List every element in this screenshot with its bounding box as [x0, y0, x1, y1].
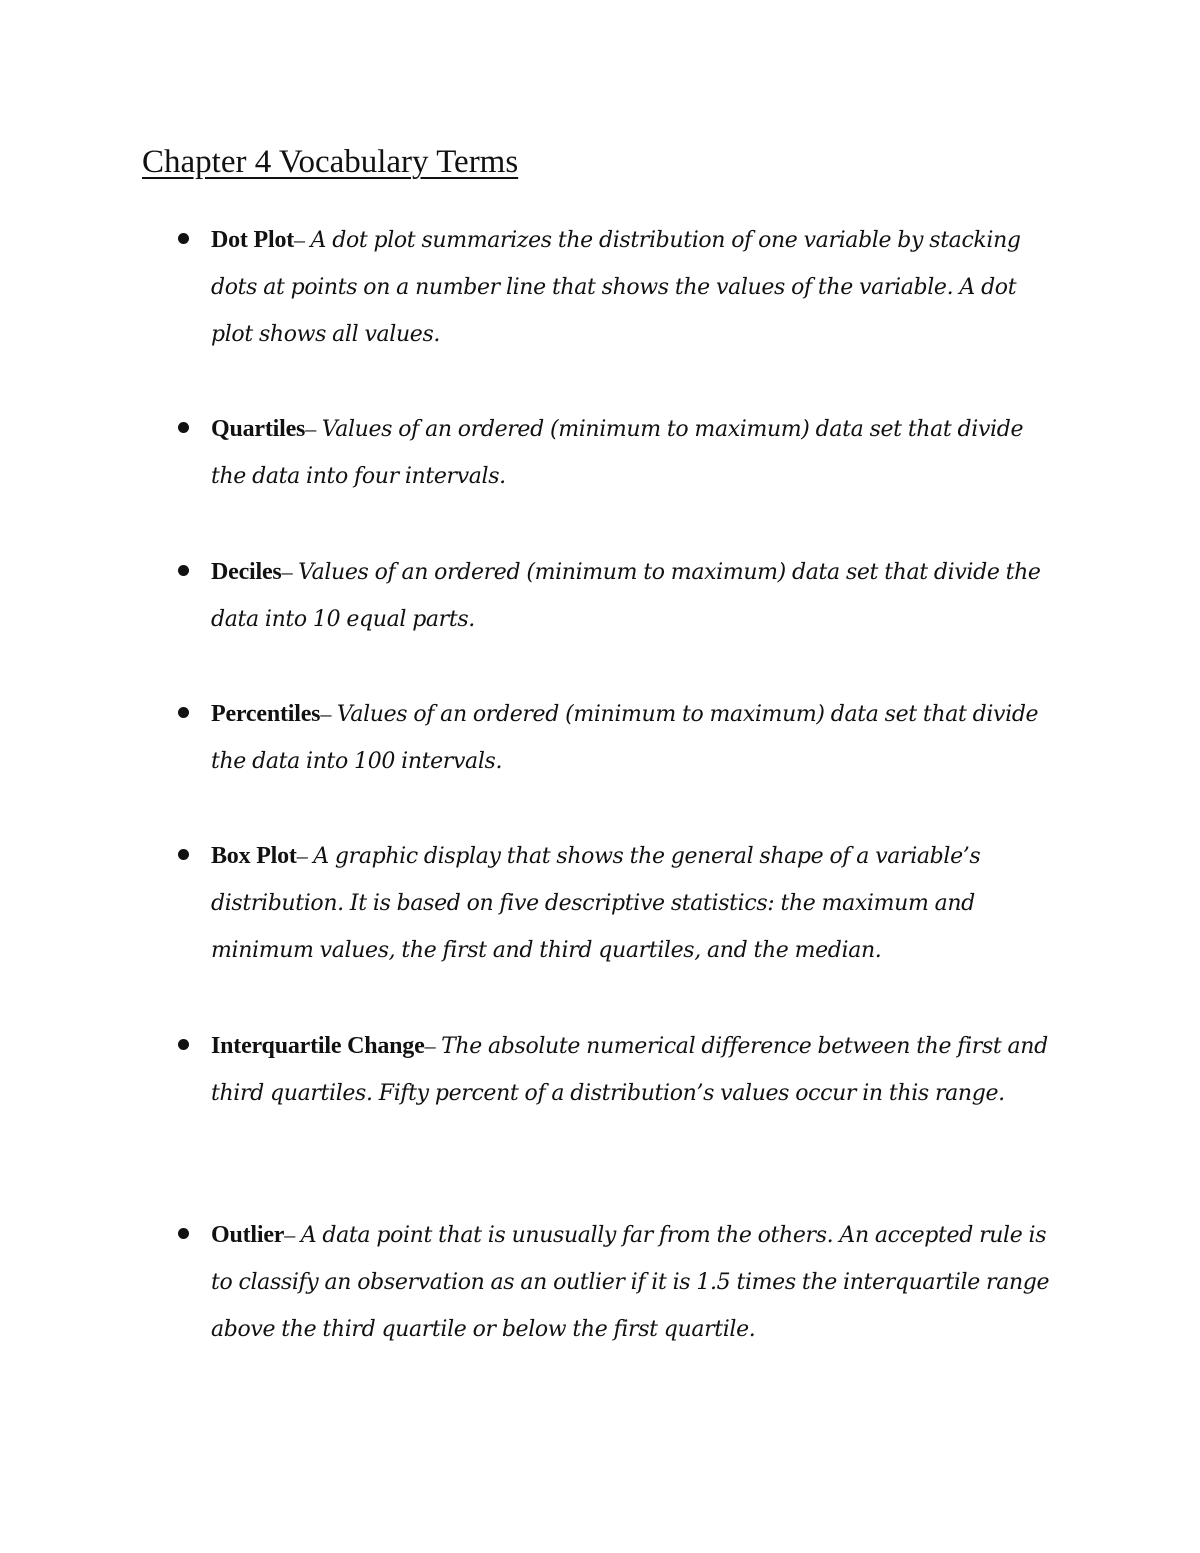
term-dash: –: [296, 843, 314, 868]
bullet-icon: [178, 707, 189, 718]
bullet-icon: [178, 849, 189, 860]
term-name: Percentiles: [211, 701, 321, 727]
term-name: Box Plot: [211, 843, 297, 869]
bullet-icon: [178, 1039, 189, 1050]
term-dash: –: [320, 701, 337, 726]
list-item: [211, 1022, 1061, 1117]
term-name: Interquartile Change: [211, 1033, 425, 1059]
term-name: Dot Plot: [211, 227, 295, 253]
list-item: [211, 690, 1061, 785]
term-name: Outlier: [211, 1222, 285, 1248]
list-item: [211, 548, 1061, 643]
term-definition: The absolute numerical difference between the first and third quartiles. Fifty percent of a distribution’s values occur in this range.: [211, 1034, 1048, 1106]
term-definition: A data point that is unusually far from the others. An accepted rule is to classify an observation as an outlier if it is 1.5 times the interquartile range above the third quartile or below the first quartile.: [211, 1223, 1050, 1342]
term-definition: A dot plot summarizes the distribution of one variable by stacking dots at points on a number line that shows the values of the variable. A dot plot shows all values.: [211, 228, 1021, 347]
list-item: [211, 1211, 1061, 1353]
term-dash: –: [284, 1222, 301, 1247]
list-item: [211, 216, 1061, 358]
bullet-icon: [178, 565, 189, 576]
term-definition: A graphic display that shows the general shape of a variable’s distribution. It is based on five descriptive statistics: the maximum and minimum values, the first and third quartiles, and the median.: [211, 844, 981, 963]
bullet-icon: [178, 422, 189, 433]
bullet-icon: [178, 1228, 189, 1239]
term-definition: Values of an ordered (minimum to maximum) data set that divide the data into four intervals.: [211, 417, 1024, 489]
term-name: Quartiles: [211, 416, 306, 442]
term-definition: Values of an ordered (minimum to maximum) data set that divide the data into 10 equal parts.: [211, 560, 1041, 632]
term-definition: Values of an ordered (minimum to maximum) data set that divide the data into 100 intervals.: [211, 702, 1039, 774]
term-name: Deciles: [211, 559, 282, 585]
list-item: [211, 832, 1061, 974]
term-dash: –: [281, 559, 299, 584]
page-title: Chapter 4 Vocabulary Terms: [142, 144, 519, 180]
list-item: [211, 405, 1061, 500]
term-dash: –: [305, 416, 322, 441]
bullet-icon: [178, 233, 189, 244]
term-dash: –: [294, 227, 311, 252]
term-dash: –: [424, 1033, 442, 1058]
